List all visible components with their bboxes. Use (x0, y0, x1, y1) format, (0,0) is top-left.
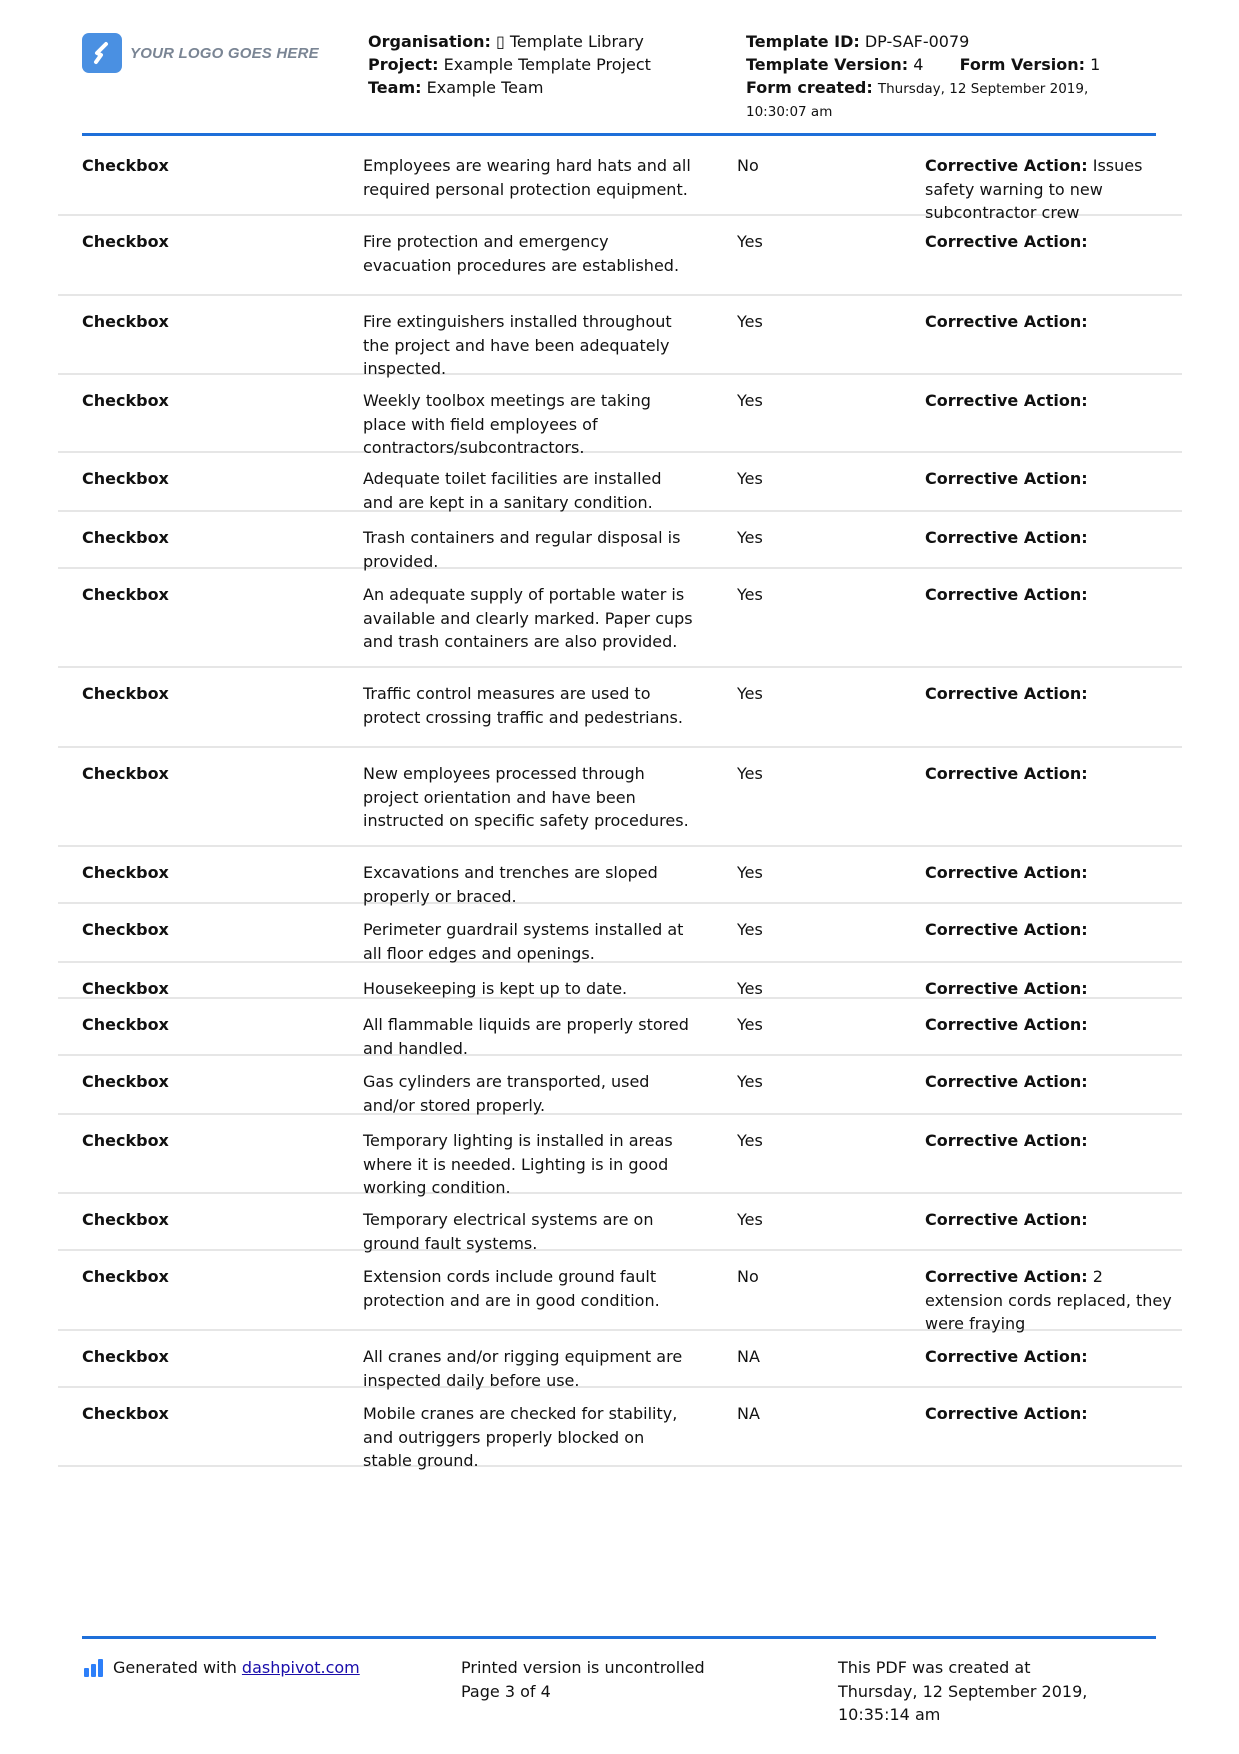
row-label: Checkbox (82, 684, 169, 703)
row-corrective-action (925, 977, 1175, 1001)
corrective-action-label: Corrective Action: (925, 764, 1088, 783)
table-row (58, 748, 1182, 847)
corrective-action-label: Corrective Action: (925, 684, 1088, 703)
row-label: Checkbox (82, 920, 169, 939)
logo-icon (82, 33, 122, 73)
header-template-block (746, 30, 1100, 124)
generated-with (84, 1656, 360, 1680)
row-answer: Yes (737, 684, 763, 703)
corrective-action-label: Corrective Action: (925, 528, 1088, 547)
row-label: Checkbox (82, 585, 169, 604)
corrective-action-label: Corrective Action: (925, 1347, 1088, 1366)
row-corrective-action (925, 1265, 1175, 1336)
row-corrective-action (925, 762, 1175, 786)
template-id-label: Template ID: (746, 32, 860, 51)
row-answer: Yes (737, 312, 763, 331)
dashpivot-icon (84, 1659, 105, 1677)
table-row (58, 847, 1182, 904)
row-label: Checkbox (82, 156, 169, 175)
form-created-label: Form created: (746, 78, 873, 97)
table-row (58, 140, 1182, 222)
corrective-action-label: Corrective Action: (925, 863, 1088, 882)
row-answer: Yes (737, 391, 763, 410)
row-description: Extension cords include ground fault protection and are in good condition. (363, 1267, 660, 1310)
corrective-action-label: Corrective Action: (925, 1072, 1088, 1091)
row-label: Checkbox (82, 528, 169, 547)
table-row (58, 1194, 1182, 1251)
created-line-1: This PDF was created at (838, 1658, 1031, 1677)
row-answer: Yes (737, 1072, 763, 1091)
row-answer: Yes (737, 920, 763, 939)
template-version-value: 4 (913, 55, 924, 74)
row-corrective-action (925, 1070, 1175, 1094)
table-row (58, 963, 1182, 999)
corrective-action-label: Corrective Action: (925, 585, 1088, 604)
table-row (58, 216, 1182, 296)
table-row (58, 375, 1182, 457)
row-description: Fire extinguishers installed throughout the project and have been adequately inspected. (363, 312, 672, 378)
row-description: Mobile cranes are checked for stability, and outriggers properly blocked on stable ground. (363, 1404, 678, 1470)
corrective-action-label: Corrective Action: (925, 469, 1088, 488)
row-answer: Yes (737, 1210, 763, 1229)
row-description: Housekeeping is kept up to date. (363, 979, 628, 998)
row-corrective-action (925, 389, 1175, 413)
table-row (58, 1251, 1182, 1331)
row-description: Temporary electrical systems are on ground fault systems. (363, 1210, 654, 1253)
row-answer: No (737, 156, 759, 175)
row-corrective-action (925, 861, 1175, 885)
row-description: New employees processed through project orientation and have been instructed on specific safety procedures. (363, 764, 689, 830)
team-label: Team: (368, 78, 422, 97)
corrective-action-label: Corrective Action: (925, 1404, 1088, 1423)
row-answer: Yes (737, 1015, 763, 1034)
corrective-action-label: Corrective Action: (925, 1015, 1088, 1034)
footer-created-info (838, 1656, 1138, 1727)
corrective-action-label: Corrective Action: (925, 232, 1088, 251)
row-label: Checkbox (82, 863, 169, 882)
checklist-table (58, 140, 1182, 1470)
row-corrective-action (925, 1402, 1175, 1426)
header-organisation-block (368, 30, 651, 99)
row-corrective-action (925, 1013, 1175, 1037)
dashpivot-link[interactable]: dashpivot.com (241, 1658, 360, 1677)
row-description: Employees are wearing hard hats and all required personal protection equipment. (363, 156, 691, 199)
page-header (0, 0, 1239, 140)
row-label: Checkbox (82, 979, 169, 998)
project-label: Project: (368, 55, 439, 74)
row-corrective-action (925, 1129, 1175, 1153)
form-created-value: Thursday, 12 September 2019, (877, 81, 1089, 97)
row-label: Checkbox (82, 469, 169, 488)
row-description: Fire protection and emergency evacuation procedures are established. (363, 232, 680, 275)
row-label: Checkbox (82, 1404, 169, 1423)
row-description: Temporary lighting is installed in areas where it is needed. Lighting is in good working condition. (363, 1131, 673, 1197)
corrective-action-value: Issues safety warning to new subcontractor crew (925, 156, 1143, 222)
form-version-value: 1 (1090, 55, 1101, 74)
table-row (58, 904, 1182, 963)
corrective-action-label: Corrective Action: (925, 1131, 1088, 1150)
row-answer: Yes (737, 979, 763, 998)
row-answer: Yes (737, 528, 763, 547)
row-answer: No (737, 1267, 759, 1286)
corrective-action-label: Corrective Action: (925, 1210, 1088, 1229)
logo-text: YOUR LOGO GOES HERE (130, 44, 319, 62)
corrective-action-value: 2 extension cords replaced, they were fraying (925, 1267, 1172, 1333)
row-description: All cranes and/or rigging equipment are inspected daily before use. (363, 1347, 683, 1390)
corrective-action-label: Corrective Action: (925, 979, 1088, 998)
form-created-time: 10:30:07 am (746, 104, 833, 120)
row-answer: Yes (737, 863, 763, 882)
row-corrective-action (925, 310, 1175, 334)
row-label: Checkbox (82, 1347, 169, 1366)
row-description: Adequate toilet facilities are installed and are kept in a sanitary condition. (363, 469, 662, 512)
row-label: Checkbox (82, 312, 169, 331)
row-description: Gas cylinders are transported, used and/or stored properly. (363, 1072, 650, 1115)
template-id-value: DP-SAF-0079 (864, 32, 970, 51)
row-label: Checkbox (82, 391, 169, 410)
form-version-label: Form Version: (959, 55, 1086, 74)
row-corrective-action (925, 682, 1175, 706)
created-line-2: Thursday, 12 September 2019, (838, 1681, 1088, 1701)
table-row (58, 1331, 1182, 1388)
corrective-action-label: Corrective Action: (925, 1267, 1088, 1286)
row-description: An adequate supply of portable water is available and clearly marked. Paper cups and trash containers are also provided. (363, 585, 693, 651)
table-row (58, 999, 1182, 1056)
corrective-action-label: Corrective Action: (925, 312, 1088, 331)
corrective-action-label: Corrective Action: (925, 156, 1088, 175)
page-number: Page 3 of 4 (461, 1681, 551, 1701)
row-corrective-action (925, 583, 1175, 607)
row-answer: Yes (737, 764, 763, 783)
template-version-label: Template Version: (746, 55, 909, 74)
row-description: Excavations and trenches are sloped properly or braced. (363, 863, 658, 906)
table-row (58, 569, 1182, 668)
row-answer: Yes (737, 1131, 763, 1150)
row-label: Checkbox (82, 1210, 169, 1229)
row-description: Perimeter guardrail systems installed at all floor edges and openings. (363, 920, 684, 963)
project-value: Example Template Project (443, 55, 651, 74)
row-label: Checkbox (82, 1015, 169, 1034)
row-corrective-action (925, 1345, 1175, 1369)
row-description: All flammable liquids are properly stored and handled. (363, 1015, 689, 1058)
table-row (58, 1115, 1182, 1197)
row-answer: Yes (737, 469, 763, 488)
uncontrolled-note: Printed version is uncontrolled (461, 1658, 705, 1677)
logo (82, 33, 319, 73)
corrective-action-label: Corrective Action: (925, 920, 1088, 939)
row-corrective-action (925, 918, 1175, 942)
created-line-3: 10:35:14 am (838, 1705, 941, 1724)
row-answer: Yes (737, 585, 763, 604)
table-row (58, 668, 1182, 748)
row-answer: Yes (737, 232, 763, 251)
row-corrective-action (925, 467, 1175, 491)
team-value: Example Team (426, 78, 544, 97)
row-corrective-action (925, 154, 1175, 225)
row-label: Checkbox (82, 1267, 169, 1286)
footer-page-info (461, 1656, 705, 1703)
row-corrective-action (925, 526, 1175, 550)
row-answer: NA (737, 1404, 760, 1423)
table-row (58, 1056, 1182, 1115)
row-label: Checkbox (82, 1131, 169, 1150)
row-label: Checkbox (82, 764, 169, 783)
table-row (58, 512, 1182, 569)
organisation-value: ▯ Template Library (495, 32, 644, 51)
row-description: Trash containers and regular disposal is provided. (363, 528, 681, 571)
corrective-action-label: Corrective Action: (925, 391, 1088, 410)
header-divider (82, 133, 1156, 136)
row-description: Weekly toolbox meetings are taking place with field employees of contractors/subcontractors. (363, 391, 651, 457)
footer-divider (82, 1636, 1156, 1639)
table-row (58, 1388, 1182, 1470)
row-label: Checkbox (82, 232, 169, 251)
row-label: Checkbox (82, 1072, 169, 1091)
generated-prefix: Generated with (113, 1658, 237, 1677)
table-row (58, 453, 1182, 512)
row-corrective-action (925, 230, 1175, 254)
row-description: Traffic control measures are used to protect crossing traffic and pedestrians. (363, 684, 683, 727)
organisation-label: Organisation: (368, 32, 491, 51)
table-row (58, 296, 1182, 378)
row-answer: NA (737, 1347, 760, 1366)
row-corrective-action (925, 1208, 1175, 1232)
